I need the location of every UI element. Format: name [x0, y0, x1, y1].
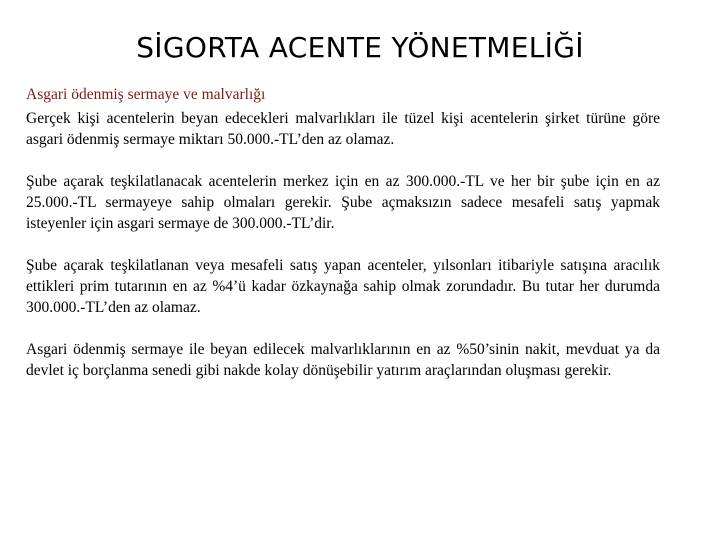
paragraph-branch-capital: Şube açarak teşkilatlanacak acentelerin merkez için en az 300.000.-TL ve her bir şube için en az 25.000.-TL sermayeye sahip olmaları gerekir. Şube açmaksızın sadece mesafeli satış yapmak isteyenler için asgari sermaye de 300.000.-TL’dir. — [26, 173, 660, 232]
paragraph-equity-requirement: Şube açarak teşkilatlanan veya mesafeli satış yapan acenteler, yılsonları itibariyle satışına aracılık ettikleri prim tutarının en az %4’ü kadar özkaynağa sahip olmak zorundadır. Bu tutar her durumda 300.000.-TL’den az olamaz. — [26, 257, 660, 316]
slide-title: SİGORTA ACENTE YÖNETMELİĞİ — [136, 31, 584, 64]
paragraph-liquid-assets: Asgari ödenmiş sermaye ile beyan edilecek malvarlıklarının en az %50’sinin nakit, mevduat ya da devlet iç borçlanma senedi gibi nakde kolay dönüşebilir yatırım araçlarından oluşması gerekir. — [26, 341, 660, 379]
section-heading: Asgari ödenmiş sermaye ve malvarlığı — [26, 86, 266, 103]
paragraph-minimum-capital: Gerçek kişi acentelerin beyan edecekleri malvarlıkları ile tüzel kişi acentelerin şirket türüne göre asgari ödenmiş sermaye miktarı 50.000.-TL’den az olamaz. — [26, 110, 660, 148]
slide-content — [26, 84, 660, 381]
